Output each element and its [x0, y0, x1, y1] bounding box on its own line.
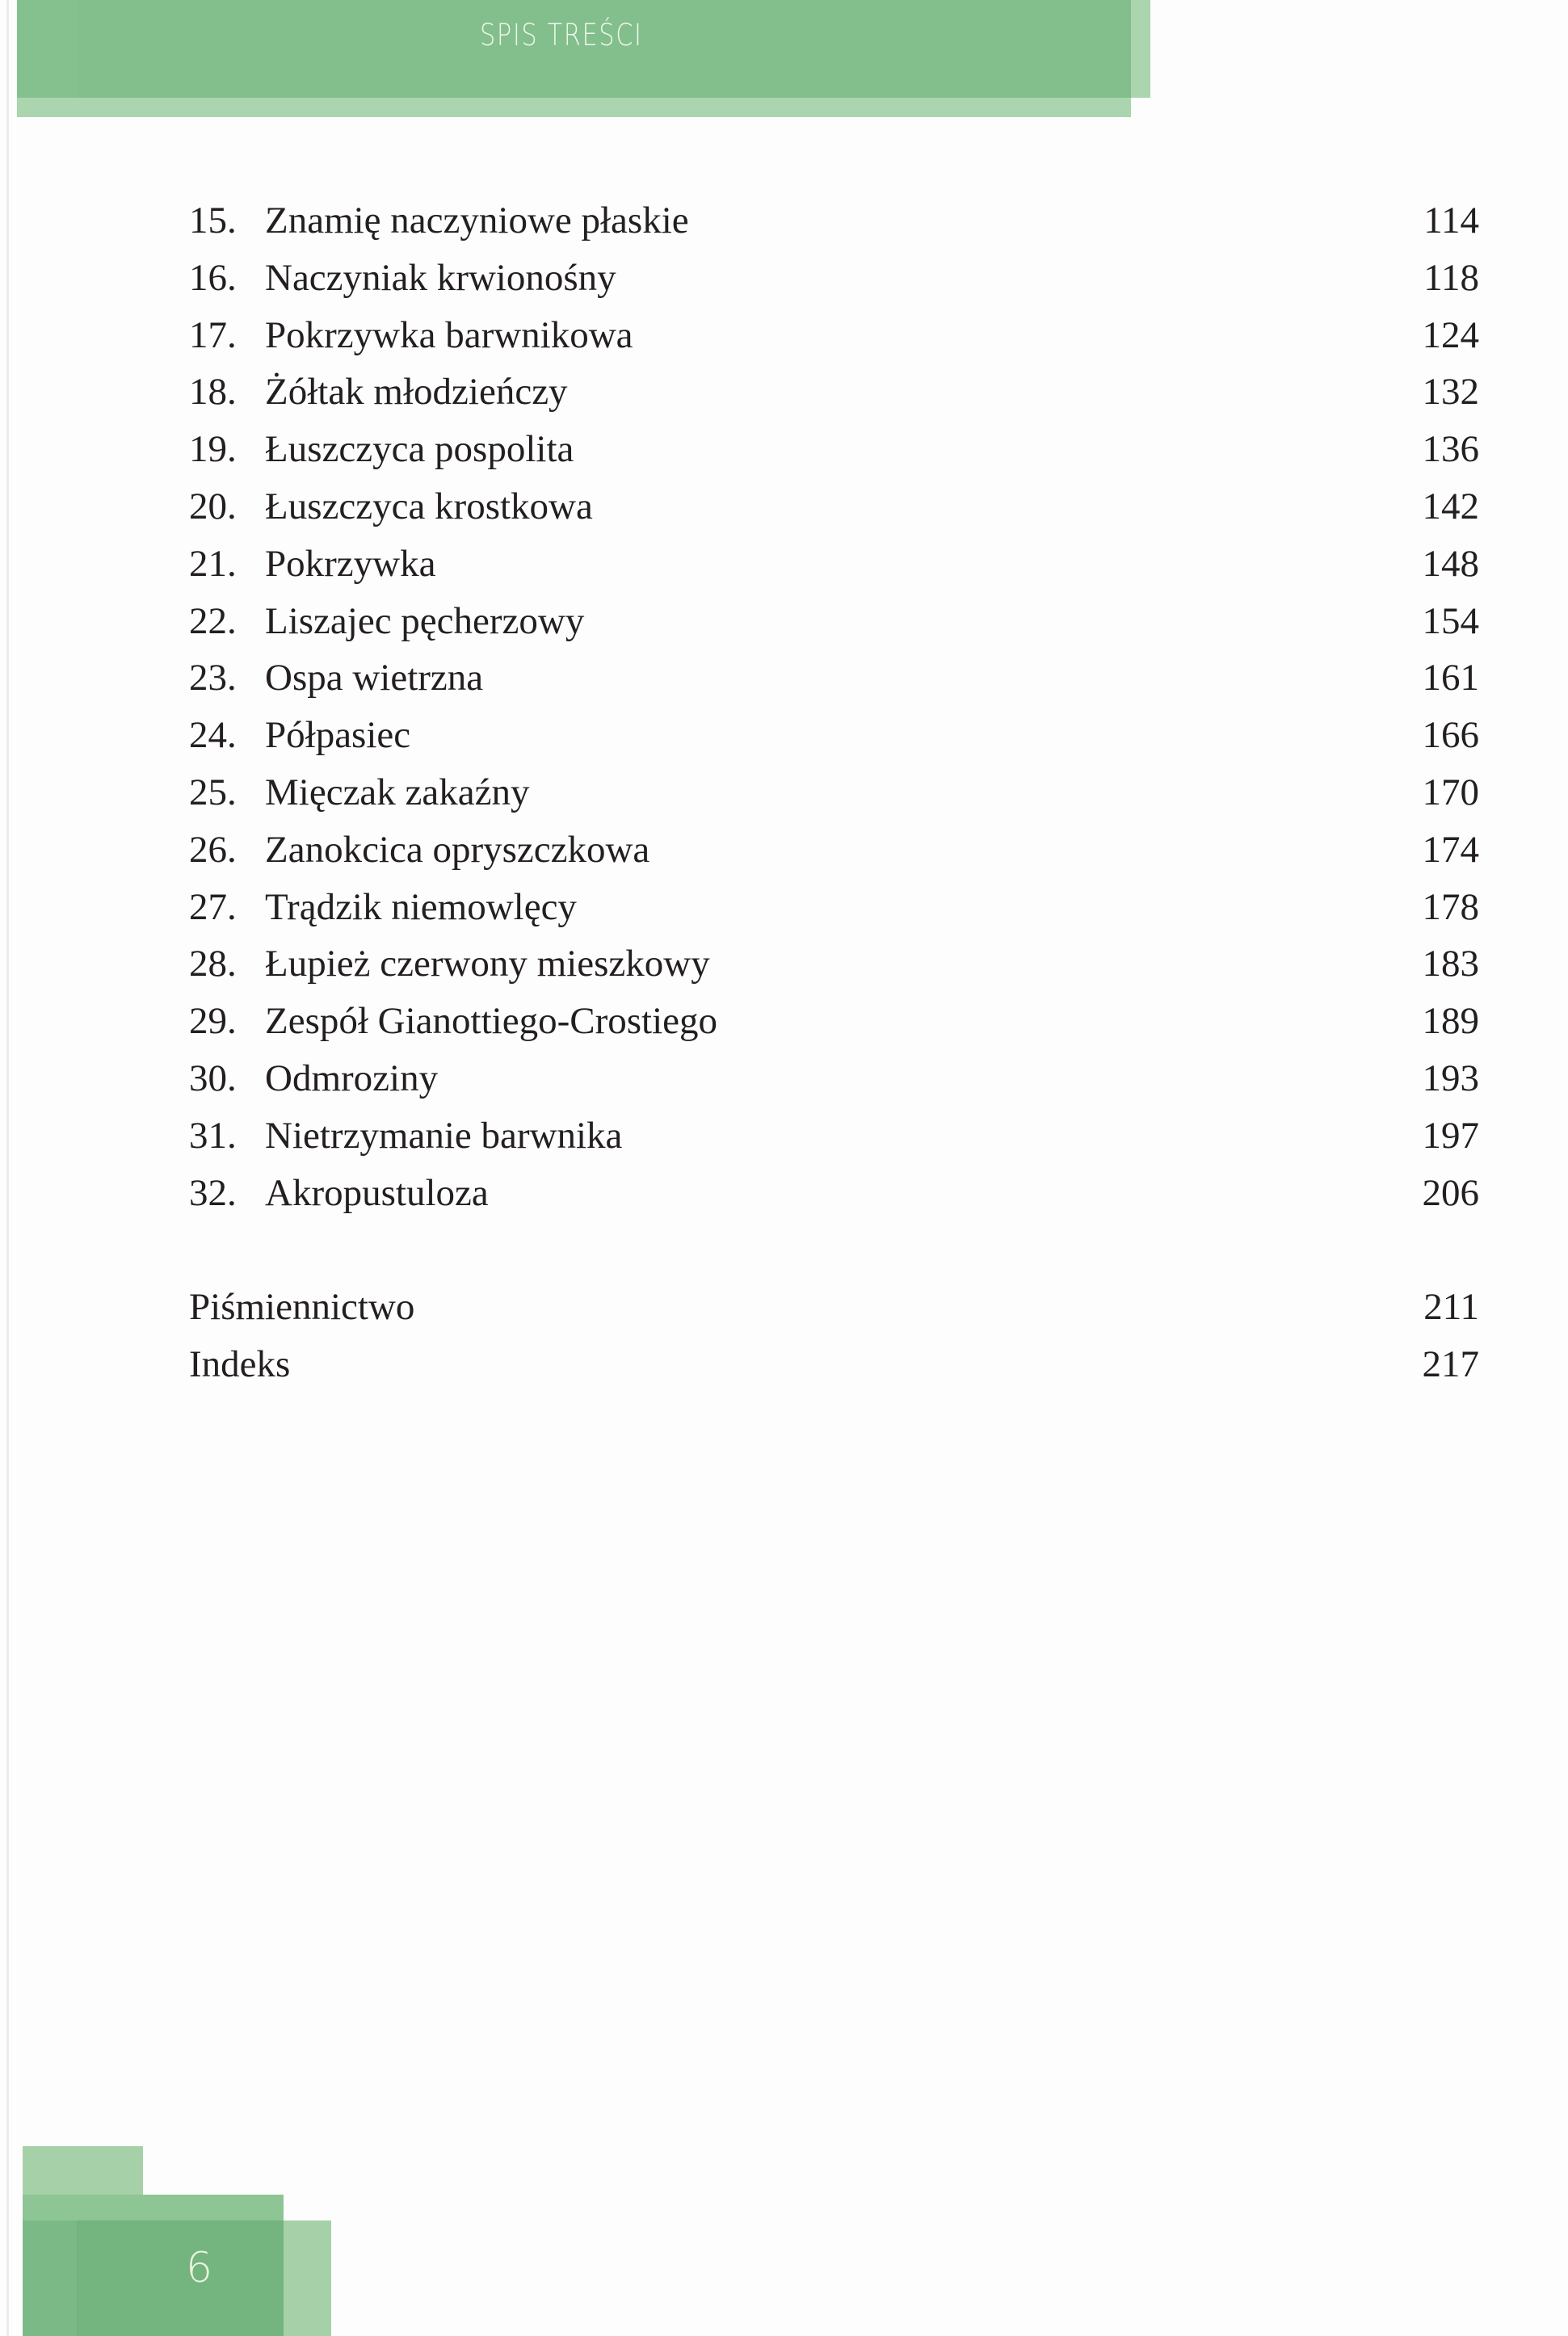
toc-entry[interactable]	[0, 593, 1568, 649]
toc-entry-title: Indeks	[189, 1343, 291, 1385]
toc-entry-page: 161	[1422, 657, 1479, 700]
toc-entry-title: Piśmiennictwo	[189, 1286, 415, 1329]
toc-entry-page: 183	[1422, 943, 1479, 985]
toc-entry-title: Akropustuloza	[265, 1171, 489, 1214]
toc-entry[interactable]	[0, 707, 1568, 763]
toc-entry-number: 22.	[189, 599, 237, 642]
footer-block-right	[284, 2220, 331, 2336]
toc-entry-title: Liszajec pęcherzowy	[265, 599, 585, 642]
toc-entry-page: 118	[1423, 256, 1479, 299]
toc-entry[interactable]	[0, 879, 1568, 935]
toc-entry-number: 26.	[189, 828, 237, 871]
toc-entry-page: 206	[1422, 1171, 1479, 1214]
toc-entry-number: 24.	[189, 714, 237, 757]
toc-entry-number: 19.	[189, 428, 237, 471]
toc-entry-title: Zespół Gianottiego-Crostiego	[265, 1000, 717, 1043]
toc-entry-page: 170	[1422, 771, 1479, 813]
toc-entry-page: 178	[1422, 885, 1479, 928]
toc-entry-page: 166	[1422, 714, 1479, 757]
toc-entry-page: 124	[1422, 313, 1479, 356]
toc-entry-title: Półpasiec	[265, 714, 411, 757]
toc-entry-number: 15.	[189, 200, 237, 242]
toc-entry-title: Łupież czerwony mieszkowy	[265, 943, 710, 985]
toc-entry-title: Łuszczyca krostkowa	[265, 485, 593, 527]
toc-entry-page: 217	[1422, 1343, 1479, 1385]
toc-entry-number: 30.	[189, 1057, 237, 1099]
toc-entry[interactable]	[0, 1165, 1568, 1221]
toc-entry-title: Nietrzymanie barwnika	[265, 1114, 623, 1157]
toc-entry[interactable]	[0, 363, 1568, 420]
toc-entry-page: 189	[1422, 1000, 1479, 1043]
toc-entry-number: 32.	[189, 1171, 237, 1214]
toc-entry-title: Mięczak zakaźny	[265, 771, 530, 813]
toc-entry-page: 211	[1423, 1286, 1479, 1329]
toc-back-matter-entry[interactable]	[0, 1336, 1568, 1393]
toc-entry-number: 20.	[189, 485, 237, 527]
toc-entry-title: Pokrzywka	[265, 542, 436, 585]
toc-entry-number: 29.	[189, 1000, 237, 1043]
toc-entry-number: 28.	[189, 943, 237, 985]
toc-entry[interactable]	[0, 192, 1568, 249]
toc-entry[interactable]	[0, 935, 1568, 992]
toc-entry[interactable]	[0, 307, 1568, 363]
toc-entry[interactable]	[0, 250, 1568, 306]
toc-entry-number: 27.	[189, 885, 237, 928]
toc-entry-number: 25.	[189, 771, 237, 813]
toc-entry-page: 193	[1422, 1057, 1479, 1099]
toc-entry[interactable]	[0, 536, 1568, 592]
toc-entry-page: 174	[1422, 828, 1479, 871]
toc-back-matter-entry[interactable]	[0, 1279, 1568, 1335]
toc-entry-number: 17.	[189, 313, 237, 356]
toc-entry-title: Łuszczyca pospolita	[265, 428, 574, 471]
toc-entry[interactable]	[0, 821, 1568, 878]
toc-entry-title: Ospa wietrzna	[265, 657, 484, 700]
page-title: SPIS TREŚCI	[480, 18, 643, 53]
header-band-right-strip	[1131, 0, 1150, 98]
footer-block-page	[77, 2220, 284, 2336]
toc-entry-number: 18.	[189, 371, 237, 414]
toc-entry-number: 16.	[189, 256, 237, 299]
header-band-bottom-strip	[17, 98, 1131, 117]
toc-entry[interactable]	[0, 478, 1568, 535]
toc-entry-page: 142	[1422, 485, 1479, 527]
toc-entry-title: Zanokcica opryszczkowa	[265, 828, 650, 871]
toc-entry-page: 132	[1422, 371, 1479, 414]
toc-entry[interactable]	[0, 1050, 1568, 1107]
toc-entry[interactable]	[0, 993, 1568, 1049]
toc-entry[interactable]	[0, 1107, 1568, 1164]
toc-entry-title: Żółtak młodzieńczy	[265, 371, 568, 414]
toc-entry[interactable]	[0, 421, 1568, 477]
toc-entry-page: 154	[1422, 599, 1479, 642]
page-number: 6	[186, 2244, 213, 2292]
toc-entry-page: 114	[1423, 200, 1479, 242]
toc-entry-page: 197	[1422, 1114, 1479, 1157]
toc-entry-title: Pokrzywka barwnikowa	[265, 313, 633, 356]
toc-entry-page: 136	[1422, 428, 1479, 471]
toc-entry[interactable]	[0, 764, 1568, 821]
toc-entry-number: 23.	[189, 657, 237, 700]
toc-entry-page: 148	[1422, 542, 1479, 585]
toc-entry-title: Trądzik niemowlęcy	[265, 885, 577, 928]
toc-entry-number: 21.	[189, 542, 237, 585]
toc-entry-number: 31.	[189, 1114, 237, 1157]
toc-entry-title: Naczyniak krwionośny	[265, 256, 616, 299]
toc-entry[interactable]	[0, 649, 1568, 706]
toc-entry-title: Znamię naczyniowe płaskie	[265, 200, 689, 242]
toc-entry-title: Odmroziny	[265, 1057, 439, 1099]
footer-block-left	[23, 2220, 77, 2336]
